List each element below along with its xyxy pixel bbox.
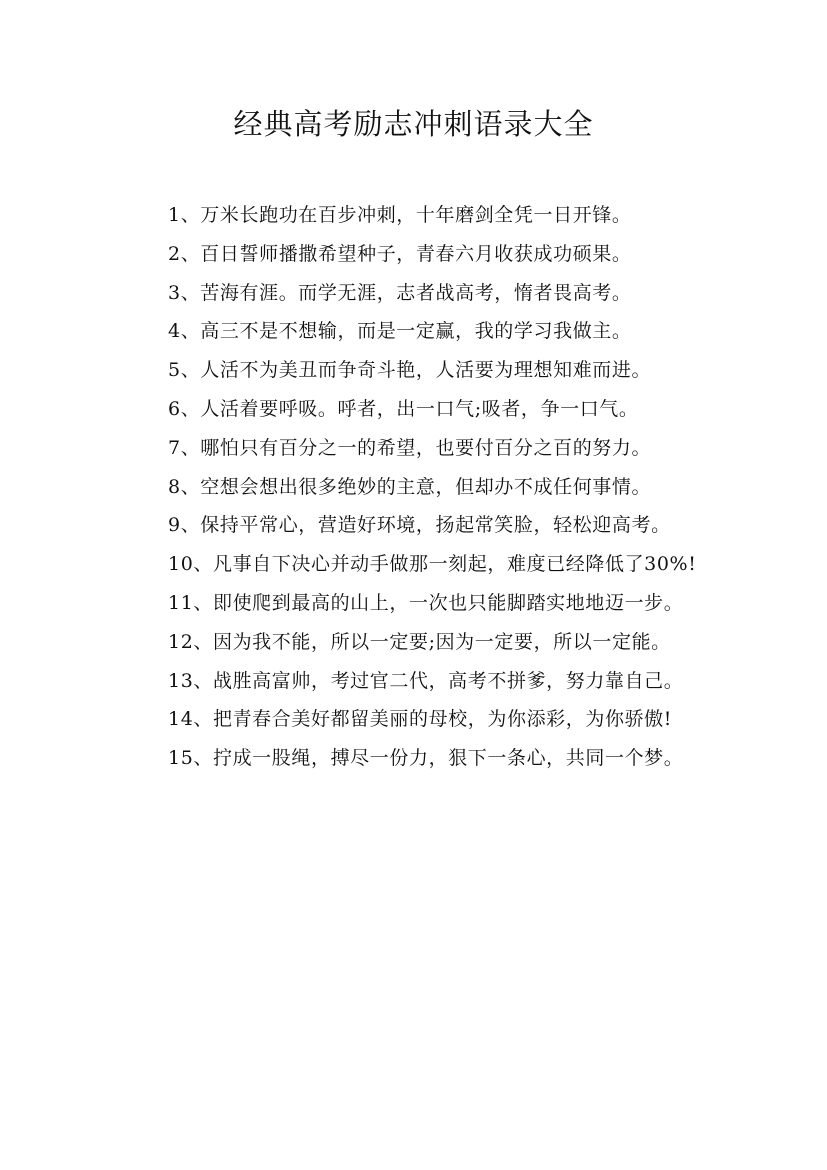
document-body xyxy=(126,196,710,778)
paragraph-15: 15、拧成一股绳，搏尽一份力，狠下一条心，共同一个梦。 xyxy=(168,747,684,770)
paragraph-11: 11、即使爬到最高的山上，一次也只能脚踏实地地迈一步。 xyxy=(168,591,684,614)
document-title: 经典高考励志冲刺语录大全 xyxy=(233,107,594,141)
paragraph-9: 9、保持平常心，营造好环境，扬起常笑脸，轻松迎高考。 xyxy=(168,514,671,537)
paragraph-6: 6、人活着要呼吸。呼者，出一口气;吸者，争一口气。 xyxy=(168,397,639,420)
paragraph-5: 5、人活不为美丑而争奇斗艳，人活要为理想知难而进。 xyxy=(168,359,652,382)
paragraph-2: 2、百日誓师播撒希望种子，青春六月收获成功硕果。 xyxy=(168,242,632,265)
paragraph-10: 10、凡事自下决心并动手做那一刻起，难度已经降低了30%! xyxy=(168,553,697,576)
paragraph-13: 13、战胜高富帅，考过官二代，高考不拼爹，努力靠自己。 xyxy=(168,669,684,692)
paragraph-1: 1、万米长跑功在百步冲刺，十年磨剑全凭一日开锋。 xyxy=(168,204,632,226)
paragraph-8: 8、空想会想出很多绝妙的主意，但却办不成任何事情。 xyxy=(168,475,652,498)
paragraph-3: 3、苦海有涯。而学无涯，志者战高考，惰者畏高考。 xyxy=(168,281,632,304)
paragraph-14: 14、把青春合美好都留美丽的母校，为你添彩，为你骄傲! xyxy=(168,708,673,731)
paragraph-12: 12、因为我不能，所以一定要;因为一定要，所以一定能。 xyxy=(168,630,671,653)
paragraph-4: 4、高三不是不想输，而是一定赢，我的学习我做主。 xyxy=(168,320,632,343)
paragraph-7: 7、哪怕只有百分之一的希望，也要付百分之百的努力。 xyxy=(168,436,652,459)
